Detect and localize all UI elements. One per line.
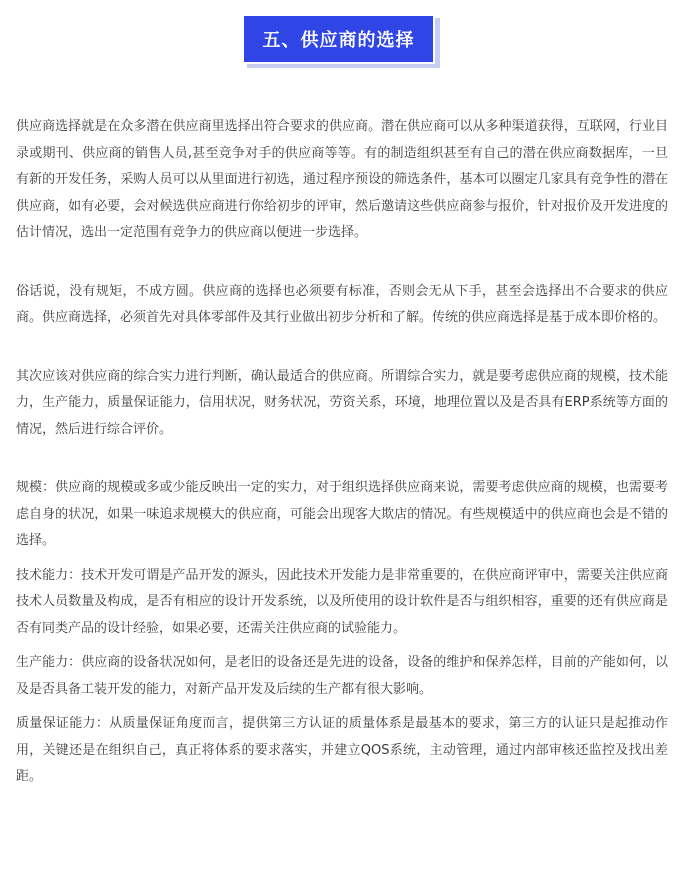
paragraph-spacer [16,555,668,563]
section-title: 五、供应商的选择 [262,30,415,51]
paragraph-spacer [16,332,668,364]
section-header [0,14,680,70]
paragraph-overall-strength: 其次应该对供应商的综合实力进行判断，确认最适合的供应商。所谓综合实力，就是要考虑供应商的规模，技术能力，生产能力，质量保证能力，信用状况，财务状况，劳资关系，环境，地理位置以及是否具有ERP系统等方面的情况，然后进行综合评价。 [16,368,668,437]
paragraph-spacer [16,247,668,279]
paragraph-selection-standards: 俗话说，没有规矩，不成方圆。供应商的选择也必须要有标准，否则会无从下手，甚至会选择出不合要求的供应商。供应商选择，必须首先对具体零部件及其行业做出初步分析和了解。传统的供应商选择是基于成本即价格的。 [16,283,668,325]
paragraph-technical-capability: 技术能力：技术开发可谓是产品开发的源头，因此技术开发能力是非常重要的，在供应商评审中，需要关注供应商技术人员数量及构成，是否有相应的设计开发系统，以及所使用的设计软件是否与组织相容，重要的还有供应商是否有同类产品的设计经验，如果必要，还需关注供应商的试验能力。 [16,567,668,636]
paragraph-quality-assurance: 质量保证能力：从质量保证角度而言，提供第三方认证的质量体系是最基本的要求，第三方的认证只是起推动作用，关键还是在组织自己，真正将体系的要求落实，并建立QOS系统，主动管理，通过内部审核还监控及找出差距。 [16,716,668,784]
header-box [242,14,435,64]
paragraph-scale: 规模：供应商的规模或多或少能反映出一定的实力，对于组织选择供应商来说，需要考虑供应商的规模，也需要考虑自身的状况，如果一味追求规模大的供应商，可能会出现客大欺店的情况。有些规模适中的供应商也会是不错的选择。 [16,480,668,548]
paragraph-spacer [16,443,668,475]
paragraph-production-capability: 生产能力：供应商的设备状况如何，是老旧的设备还是先进的设备，设备的维护和保养怎样，目前的产能如何，以及是否具备工装开发的能力，对新产品开发及后续的生产都有很大影响。 [16,655,668,697]
article-body [16,114,668,791]
paragraph-spacer [16,703,668,711]
paragraph-spacer [16,642,668,650]
paragraph-supplier-selection-intro: 供应商选择就是在众多潜在供应商里选择出符合要求的供应商。潜在供应商可以从多种渠道获得，互联网，行业目录或期刊、供应商的销售人员,甚至竞争对手的供应商等等。有的制造组织甚至有自己的潜在供应商数据库，一旦有新的开发任务，采购人员可以从里面进行初选，通过程序预设的筛选条件，基本可以圈定几家具有竞争性的潜在供应商，如有必要，会对候选供应商进行你给初步的评审，然后邀请这些供应商参与报价，针对报价及开发进度的估计情况，选出一定范围有竞争力的供应商以便进一步选择。 [16,119,668,240]
